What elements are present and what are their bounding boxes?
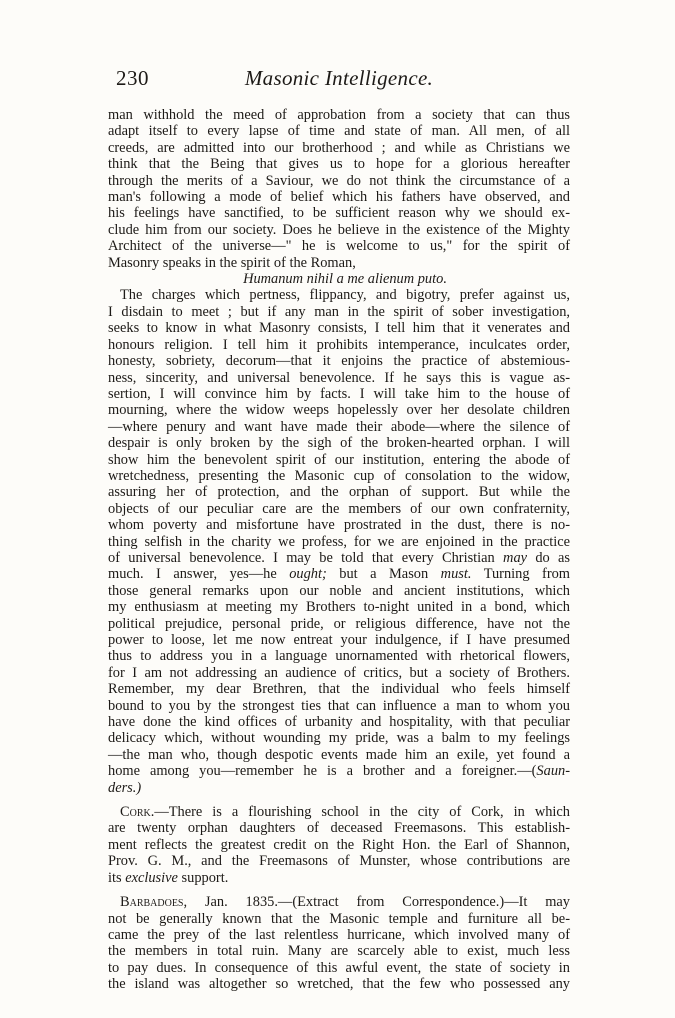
emphasis-exclusive: exclusive — [125, 869, 178, 886]
text-run: , Jan. 1835.—(Extract from Correspondence.)—It may — [183, 894, 570, 911]
paragraph-barbadoes — [108, 894, 570, 992]
paragraph-gap — [108, 796, 570, 804]
text-line: whom poverty and misfortune have prostrated in the dust, there is no- — [108, 517, 570, 534]
text-line: adapt itself to every lapse of time and state of man. All men, of all — [108, 123, 570, 140]
text-line: his feelings have sanctified, to be sufficient reason why we should ex- — [108, 205, 570, 222]
text-line: wretchedness, presenting the Masonic cup of consolation to the widow, — [108, 467, 570, 484]
paragraph-gap — [108, 886, 570, 894]
text-line: clude him from our society. Does he believe in the existence of the Mighty — [108, 221, 570, 238]
latin-motto: Humanum nihil a me alienum puto. — [243, 271, 447, 288]
author-name: Saun- — [536, 763, 570, 780]
text-line: —the man who, though despotic events made him an exile, yet found a — [108, 746, 570, 763]
text-line: despair is only broken by the sigh of the broken-hearted orphan. I will — [108, 435, 570, 452]
text-line: are twenty orphan daughters of deceased Freemasons. This establish- — [108, 820, 570, 837]
text-line: the island was altogether so wretched, that the few who possessed any — [108, 976, 570, 993]
text-line: —where penury and want have made their abode—where the silence of — [108, 418, 570, 435]
text-line — [108, 804, 570, 820]
text-line: my enthusiasm at meeting my Brothers to-night united in a bond, which — [108, 599, 570, 616]
text-line: creeds, are admitted into our brotherhood ; and while as Christians we — [108, 139, 570, 156]
text-line — [108, 894, 570, 910]
paragraph-charges — [108, 287, 570, 796]
text-line: The charges which pertness, flippancy, and bigotry, prefer against us, — [120, 287, 570, 304]
text-line: for I am not addressing an audience of critics, but a society of Brothers. — [108, 664, 570, 681]
text-run: its — [108, 869, 126, 886]
text-run: do as — [527, 549, 571, 566]
text-line: Remember, my dear Brethren, that the individual who feels himself — [108, 681, 570, 698]
text-line: to pay dues. In consequence of this awful event, the state of society in — [108, 959, 570, 976]
text-line: Masonry speaks in the spirit of the Roman, — [108, 254, 356, 271]
text-line: through the merits of a Saviour, we do not think the circumstance of a — [108, 172, 570, 189]
text-line — [108, 550, 570, 566]
place-heading-cork: Cork. — [120, 804, 155, 821]
text-line: those general remarks upon our noble and ancient institutions, which — [108, 582, 570, 599]
text-line: bound to you by the strongest ties that can influence a man to whom you — [108, 697, 570, 714]
text-line: sertion, I will convince him by facts. I will take him to the house of — [108, 385, 570, 402]
text-line: Architect of the universe—" he is welcome to us," for the spirit of — [108, 238, 570, 255]
text-line: ness, sincerity, and universal benevolence. If he says this is vague as- — [108, 369, 570, 386]
paragraph-brotherhood — [108, 107, 570, 271]
text-run: of universal benevolence. I may be told that every Christian — [108, 549, 504, 566]
book-page — [108, 66, 570, 993]
page-number: 230 — [116, 66, 149, 90]
text-line: ment reflects the greatest credit on the Right Hon. the Earl of Shannon, — [108, 836, 570, 853]
text-line: mourning, where the widow weeps hopelessly over her desolate children — [108, 402, 570, 419]
text-run: but a Mason — [326, 566, 441, 583]
paragraph-cork — [108, 804, 570, 886]
text-line: ders.) — [108, 779, 142, 796]
text-run: home among you—remember he is a brother and a foreigner.—( — [108, 763, 537, 780]
text-line: thing selfish in the charity we profess, for we are enjoined in the practice — [108, 533, 570, 550]
text-line: seeks to know in what Masonry consists, I tell him that it venerates and — [108, 320, 570, 337]
emphasis-must: must. — [440, 566, 472, 583]
text-run: support. — [177, 869, 229, 886]
text-run: —There is a flourishing school in the city of Cork, in which — [154, 804, 570, 821]
text-line: the members in total ruin. Many are scarcely able to exist, much less — [108, 943, 570, 960]
text-line: man withhold the meed of approbation from a society that can thus — [108, 107, 570, 123]
text-line: political prejudice, personal pride, or religious difference, have not the — [108, 615, 570, 632]
place-heading-barbadoes: Barbadoes — [120, 894, 184, 911]
text-line — [108, 763, 570, 779]
text-line: show him the benevolent spirit of our institution, entering the abode of — [108, 451, 570, 468]
text-run: Turning from — [471, 566, 570, 583]
text-line: objects of our peculiar care are the members of our own confraternity, — [108, 500, 570, 517]
text-line: Prov. G. M., and the Freemasons of Munster, whose contributions are — [108, 853, 570, 870]
text-line: assuring her of protection, and the orphan of support. But while the — [108, 484, 570, 501]
text-line: thus to address you in a language unornamented with rhetorical flowers, — [108, 648, 570, 665]
emphasis-may: may — [503, 549, 528, 566]
emphasis-ought: ought; — [289, 566, 327, 583]
text-line: have done the kind offices of urbanity and hospitality, with that peculiar — [108, 714, 570, 731]
text-line: power to loose, let me now entreat your indulgence, if I have presumed — [108, 632, 570, 648]
text-line: think that the Being that gives us to hope for a glorious hereafter — [108, 156, 570, 173]
text-line: man's following a mode of belief which his fathers have observed, and — [108, 189, 570, 206]
text-line: not be generally known that the Masonic temple and furniture all be- — [108, 910, 570, 927]
text-line: came the prey of the last relentless hurricane, which involved many of — [108, 926, 570, 943]
text-run: much. I answer, yes—he — [108, 566, 290, 583]
running-head: Masonic Intelligence. — [244, 66, 434, 90]
text-line: I disdain to meet ; but if any man in the spirit of sober investigation, — [108, 303, 570, 320]
text-line: delicacy which, without wounding my pride, was a balm to my feelings — [108, 730, 570, 747]
text-line — [108, 566, 570, 582]
text-line: honours religion. I tell him it prohibits intemperance, inculcates order, — [108, 336, 570, 353]
page-header — [108, 66, 570, 100]
text-line — [108, 870, 570, 886]
text-line: honesty, sobriety, decorum—that it enjoins the practice of abstemious- — [108, 353, 570, 370]
